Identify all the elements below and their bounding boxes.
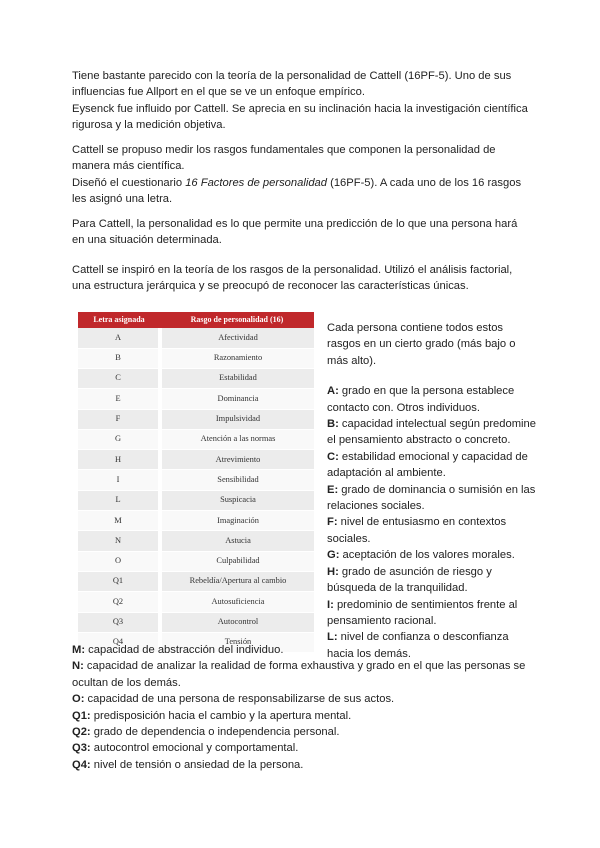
table-row xyxy=(78,592,314,612)
definition-letter: N: xyxy=(72,660,84,673)
header-trait: Rasgo de personalidad (16) xyxy=(160,312,314,328)
trait-name: Rebeldía/Apertura al cambio xyxy=(160,571,314,591)
definition-item xyxy=(327,416,537,449)
definition-text: nivel de entusiasmo en contextos sociales. xyxy=(327,516,507,545)
personality-traits-table xyxy=(78,312,314,653)
definition-text: grado en que la persona establece contacto con. Otros individuos. xyxy=(327,385,515,414)
trait-name: Afectividad xyxy=(160,328,314,348)
table-row xyxy=(78,429,314,449)
trait-letter: F xyxy=(78,409,160,429)
questionnaire-title: 16 Factores de personalidad xyxy=(185,176,327,189)
trait-definitions-bottom xyxy=(72,642,542,773)
definition-item xyxy=(72,724,542,740)
table-row xyxy=(78,551,314,571)
definition-text: aceptación de los valores morales. xyxy=(339,549,515,562)
trait-letter: N xyxy=(78,531,160,551)
definition-letter: A: xyxy=(327,385,339,398)
definition-item xyxy=(327,597,537,630)
trait-name: Autosuficiencia xyxy=(160,592,314,612)
table-row xyxy=(78,389,314,409)
trait-name: Culpabilidad xyxy=(160,551,314,571)
table-row xyxy=(78,328,314,348)
trait-name: Tensión xyxy=(160,632,314,652)
trait-name: Atrevimiento xyxy=(160,450,314,470)
trait-letter: H xyxy=(78,450,160,470)
trait-name: Dominancia xyxy=(160,389,314,409)
inspiration-section xyxy=(72,262,532,295)
trait-letter: Q1 xyxy=(78,571,160,591)
trait-name: Suspicacia xyxy=(160,490,314,510)
definition-letter: Q1: xyxy=(72,709,91,722)
definition-item xyxy=(327,383,537,416)
definition-letter: B: xyxy=(327,418,339,431)
trait-letter: L xyxy=(78,490,160,510)
trait-name: Sensibilidad xyxy=(160,470,314,490)
cattell-paragraph-1: Cattell se propuso medir los rasgos fundamentales que componen la personalidad de manera más científica. xyxy=(72,144,496,173)
intro-section xyxy=(72,68,532,134)
definition-letter: O: xyxy=(72,693,85,706)
definition-item xyxy=(327,564,537,597)
table-row xyxy=(78,511,314,531)
definition-letter: H: xyxy=(327,565,339,578)
table-header-row xyxy=(78,312,314,328)
definition-text: predisposición hacia el cambio y la apertura mental. xyxy=(90,709,352,722)
trait-name: Autocontrol xyxy=(160,612,314,632)
cattell-section xyxy=(72,142,532,208)
cattell-text-before: Diseñó el cuestionario xyxy=(72,176,186,189)
definition-text: nivel de tensión o ansiedad de la persona. xyxy=(90,758,304,771)
definition-item xyxy=(72,642,542,658)
table-row xyxy=(78,612,314,632)
intro-paragraph-1: Tiene bastante parecido con la teoría de la personalidad de Cattell (16PF-5). Uno de sus influencias fue Allport en el que se ve un enfoque empírico. xyxy=(72,70,512,99)
definition-letter: I: xyxy=(327,598,334,611)
table-row xyxy=(78,369,314,389)
definition-text: capacidad de abstracción del individuo. xyxy=(85,644,284,656)
definition-text: capacidad intelectual según predomine el pensamiento abstracto o concreto. xyxy=(327,418,536,447)
intro-paragraph-2: Eysenck fue influido por Cattell. Se aprecia en su inclinación hacia la investigación científica rigurosa y la medición objetiva. xyxy=(72,102,528,132)
cattell-text-after: (16PF-5). A cada uno de los 16 rasgos les asignó una letra. xyxy=(72,176,522,206)
definition-item xyxy=(327,482,537,515)
table-row xyxy=(78,450,314,470)
trait-letter: G xyxy=(78,429,160,449)
trait-letter: Q2 xyxy=(78,592,160,612)
table-row xyxy=(78,470,314,490)
inspiration-paragraph: Cattell se inspiró en la teoría de los rasgos de la personalidad. Utilizó el análisis factorial, una estructura jerárquica y se preocupó de reconocer las características únicas. xyxy=(72,264,513,293)
definition-text: predominio de sentimientos frente al pensamiento racional. xyxy=(327,598,518,627)
table-row xyxy=(78,531,314,551)
table-row xyxy=(78,348,314,368)
definition-text: estabilidad emocional y capacidad de adaptación al ambiente. xyxy=(327,450,528,480)
definition-text: grado de asunción de riesgo y búsqueda de la tranquilidad. xyxy=(327,565,492,595)
trait-letter: M xyxy=(78,511,160,531)
trait-letter: Q3 xyxy=(78,612,160,632)
definition-letter: C: xyxy=(327,450,339,463)
definition-letter: L: xyxy=(327,631,338,644)
header-letter: Letra asignada xyxy=(78,312,160,328)
trait-name: Estabilidad xyxy=(160,369,314,389)
definition-letter: Q2: xyxy=(72,726,91,739)
definition-letter: M: xyxy=(72,644,86,656)
cattell-paragraph-2 xyxy=(72,175,532,208)
prediction-paragraph: Para Cattell, la personalidad es lo que permite una predicción de lo que una persona hará en una situación determinada. xyxy=(72,218,518,247)
definition-text: nivel de confianza o desconfianza hacia los demás. xyxy=(327,631,509,660)
table-row xyxy=(78,409,314,429)
trait-letter: B xyxy=(78,348,160,368)
definition-item xyxy=(327,514,537,547)
trait-letter: A xyxy=(78,328,160,348)
trait-letter: E xyxy=(78,389,160,409)
definition-item xyxy=(72,708,542,724)
trait-name: Astucia xyxy=(160,531,314,551)
definition-item xyxy=(72,658,542,691)
definition-text: capacidad de analizar la realidad de forma exhaustiva y grado en el que las personas se ocultan de los demás. xyxy=(72,660,526,689)
definition-item xyxy=(72,691,542,707)
trait-letter: Q4 xyxy=(78,632,160,652)
definition-item xyxy=(327,449,537,482)
prediction-section xyxy=(72,216,532,249)
trait-definitions-side xyxy=(327,320,537,662)
trait-letter: I xyxy=(78,470,160,490)
trait-letter: C xyxy=(78,369,160,389)
trait-letter: O xyxy=(78,551,160,571)
trait-name: Imaginación xyxy=(160,511,314,531)
definition-text: capacidad de una persona de responsabilizarse de sus actos. xyxy=(84,693,395,706)
trait-name: Impulsividad xyxy=(160,409,314,429)
definition-letter: G: xyxy=(327,549,340,562)
table-row xyxy=(78,490,314,510)
table-row xyxy=(78,571,314,591)
definition-text: grado de dependencia o independencia personal. xyxy=(90,726,340,739)
side-definition-list xyxy=(327,383,537,662)
definition-item xyxy=(72,757,542,773)
side-intro: Cada persona contiene todos estos rasgos en un cierto grado (más bajo o más alto). xyxy=(327,322,516,367)
definition-text: grado de dominancia o sumisión en las relaciones sociales. xyxy=(327,483,536,513)
definition-item xyxy=(72,740,542,756)
trait-name: Razonamiento xyxy=(160,348,314,368)
definition-letter: E: xyxy=(327,483,339,496)
definition-letter: Q4: xyxy=(72,758,91,771)
definition-letter: F: xyxy=(327,516,338,529)
definition-text: autocontrol emocional y comportamental. xyxy=(90,742,299,755)
trait-name: Atención a las normas xyxy=(160,429,314,449)
definition-item xyxy=(327,547,537,563)
definition-letter: Q3: xyxy=(72,742,91,755)
